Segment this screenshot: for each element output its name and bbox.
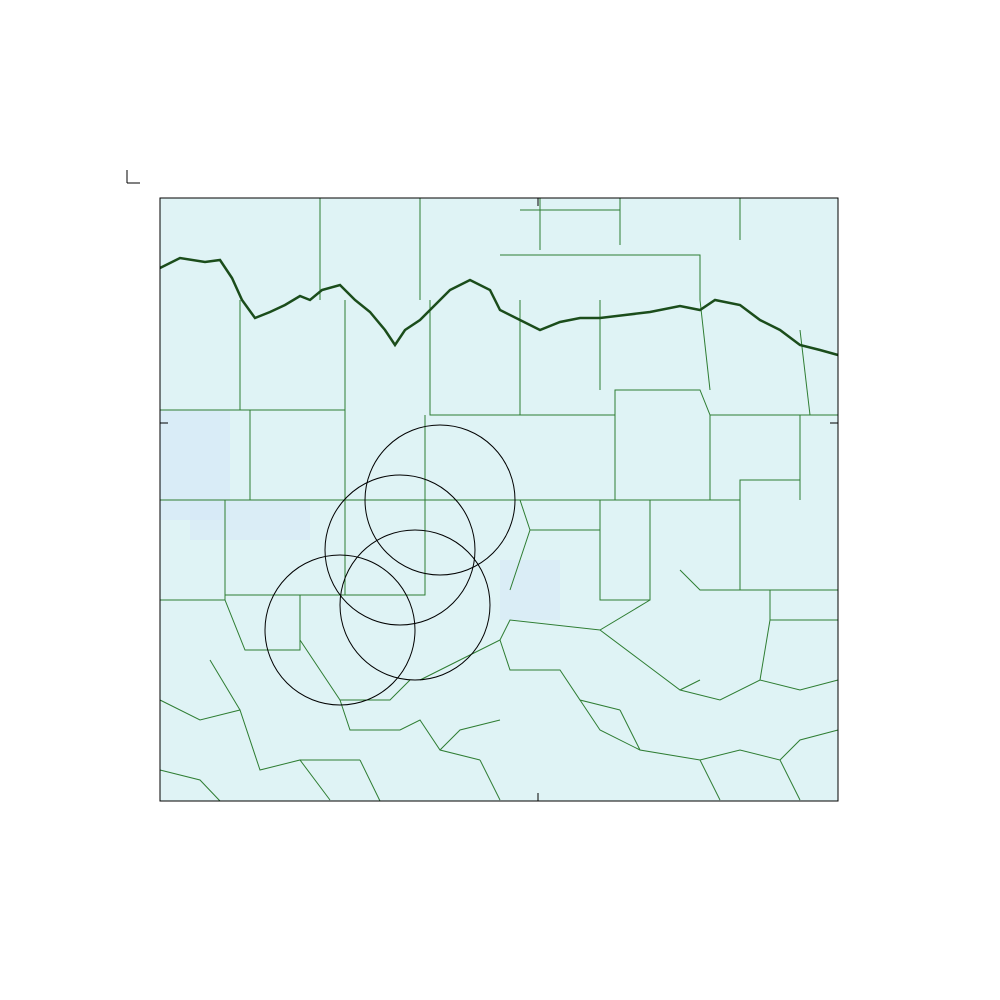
reference-vector-icon	[127, 170, 140, 183]
